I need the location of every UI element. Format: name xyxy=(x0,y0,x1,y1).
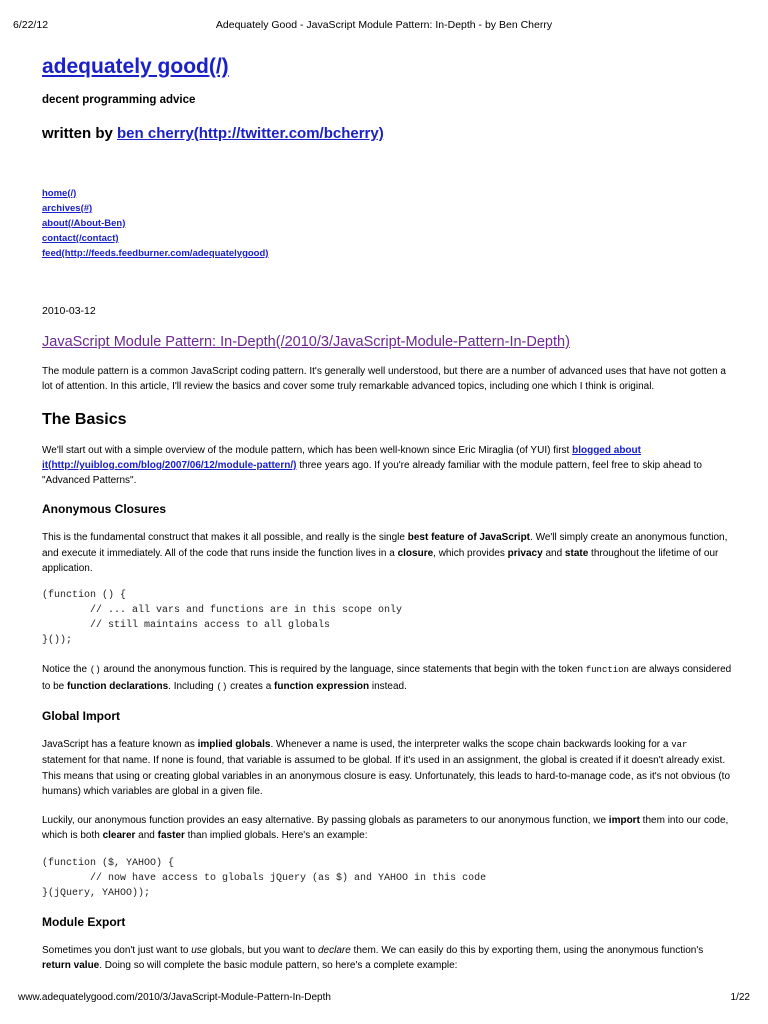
post-title-link[interactable]: JavaScript Module Pattern: In-Depth(/2010/3/JavaScript-Module-Pattern-In-Depth) xyxy=(42,334,570,350)
nav-link-contact[interactable]: contact(/contact) xyxy=(42,233,119,244)
nav-item-about xyxy=(42,216,732,231)
print-header xyxy=(13,19,755,33)
section-heading-basics: The Basics xyxy=(42,410,127,428)
site-tagline: decent programming advice xyxy=(42,94,196,106)
print-date: 6/22/12 xyxy=(13,19,49,31)
site-nav xyxy=(42,186,732,261)
site-title xyxy=(42,52,732,82)
closures-note: Notice the () around the anonymous function. This is required by the language, since statements that begin with the token function are always considered to be function declarations. Including () creates a function expression instead. xyxy=(42,664,732,692)
global-import-paragraph-1: JavaScript has a feature known as implied globals. Whenever a name is used, the interpreter walks the scope chain backwards looking for a var statement for that name. If none is found, that variable is assumed to be global. If it's used in an assignment, the global is created if it doesn't already exist. This means that using or creating global variables in an anonymous closure is easy. Unfortunately, this leads to hard-to-manage code, as it's not obvious (to humans) which variables are global in a given file. xyxy=(42,738,731,797)
print-page-number: 1/22 xyxy=(730,992,750,1003)
byline xyxy=(42,125,732,142)
nav-link-feed[interactable]: feed(http://feeds.feedburner.com/adequatelygood) xyxy=(42,248,269,259)
site-title-link[interactable]: adequately good(/) xyxy=(42,55,229,78)
closures-paragraph: This is the fundamental construct that makes it all possible, and really is the single best feature of JavaScript. We'll simply create an anonymous function, and execute it immediately. All of the code that runs inside the function lives in a closure, which provides privacy and state throughout the lifetime of our application. xyxy=(42,532,728,575)
author-link[interactable]: ben cherry(http://twitter.com/bcherry) xyxy=(117,125,384,142)
code-block-closure: (function () { // ... all vars and functions are in this scope only // still maintains access to all globals }()); xyxy=(42,590,403,647)
nav-item-contact xyxy=(42,231,732,246)
nav-item-archives xyxy=(42,201,732,216)
nav-item-feed xyxy=(42,246,732,261)
post-title xyxy=(42,334,732,350)
module-export-paragraph: Sometimes you don't just want to use globals, but you want to declare them. We can easily do this by exporting them, using the anonymous function's return value. Doing so will complete the basic module pattern, so here's a complete example: xyxy=(42,944,704,972)
section-heading-anonymous-closures: Anonymous Closures xyxy=(42,502,167,517)
nav-link-home[interactable]: home(/) xyxy=(42,188,77,199)
byline-prefix: written by xyxy=(42,125,118,142)
section-heading-global-import: Global Import xyxy=(42,708,120,723)
global-import-paragraph-2: Luckily, our anonymous function provides an easy alternative. By passing globals as parameters to our anonymous function, we import them into our code, which is both clearer and faster than implied globals. Here's an example: xyxy=(42,815,729,842)
nav-link-about[interactable]: about(/About-Ben) xyxy=(42,218,126,229)
print-page-title: Adequately Good - JavaScript Module Pattern: In-Depth - by Ben Cherry xyxy=(215,19,553,31)
page-content xyxy=(42,52,732,973)
post-intro: The module pattern is a common JavaScript coding pattern. It's generally well understood, but there are a number of advanced uses that have not gotten a lot of attention. In this article, I'll review the basics and cover some truly remarkable advanced topics, including one which I think is original. xyxy=(42,366,726,393)
print-footer-url: www.adequatelygood.com/2010/3/JavaScript-Module-Pattern-In-Depth xyxy=(18,992,331,1003)
nav-item-home xyxy=(42,186,732,201)
post-date: 2010-03-12 xyxy=(42,305,96,317)
nav-link-archives[interactable]: archives(#) xyxy=(42,203,93,214)
blogged-about-link[interactable]: blogged about it(http://yuiblog.com/blog/2007/06/12/module-pattern/) xyxy=(42,444,641,471)
basics-paragraph: We'll start out with a simple overview of the module pattern, which has been well-known since Eric Miraglia (of YUI) first blogged about it(http://yuiblog.com/blog/2007/06/12/module-pattern/) three years ago. If you're already familiar with the module pattern, feel free to skip ahead to "Advanced Patterns". xyxy=(42,444,702,487)
section-heading-module-export: Module Export xyxy=(42,914,126,929)
code-block-global-import: (function ($, YAHOO) { // now have access to globals jQuery (as $) and YAHOO in this code }(jQuery, YAHOO)); xyxy=(42,857,487,899)
